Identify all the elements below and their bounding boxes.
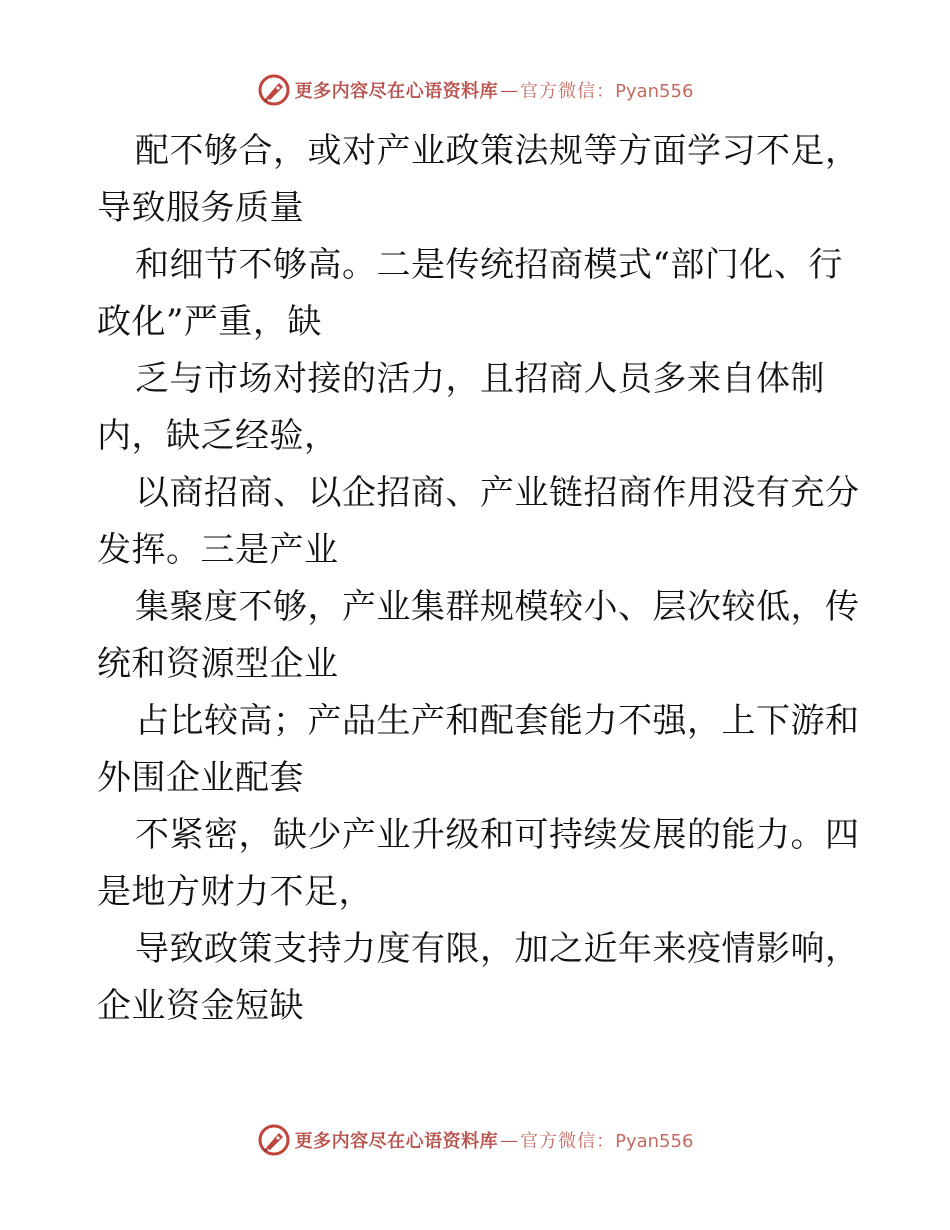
pen-nib-logo-icon [257, 1123, 291, 1157]
document-body [97, 123, 860, 1035]
body-line: 是地方财力不足， [97, 872, 373, 912]
body-line: 占比较高；产品生产和配套能力不强，上下游和 [135, 701, 860, 741]
banner-site-text: 更多内容尽在心语资料库 [294, 81, 499, 102]
body-line: 政化”严重，缺 [97, 302, 322, 342]
body-line: 乏与市场对接的活力，且招商人员多来自体制 [135, 359, 825, 399]
body-line: 企业资金短缺 [97, 986, 304, 1026]
body-line: 内，缺乏经验， [97, 416, 339, 456]
banner-contact-id: Pyan556 [615, 1131, 694, 1152]
body-line: 和细节不够高。二是传统招商模式“部门化、行 [135, 245, 843, 285]
footer-watermark-banner [0, 1120, 950, 1160]
banner-contact [520, 77, 693, 103]
body-line: 导致服务质量 [97, 188, 304, 228]
body-line: 外围企业配套 [97, 758, 304, 798]
pen-nib-logo-icon [257, 73, 291, 107]
body-line: 以商招商、以企招商、产业链招商作用没有充分 [135, 473, 860, 513]
body-line: 导致政策支持力度有限，加之近年来疫情影响， [135, 929, 860, 969]
banner-separator: — [500, 79, 519, 101]
body-line: 发挥。三是产业 [97, 530, 339, 570]
header-watermark-banner [0, 70, 950, 110]
banner-contact-label: 官方微信： [520, 81, 616, 102]
body-line: 集聚度不够，产业集群规模较小、层次较低，传 [135, 587, 860, 627]
banner-separator: — [500, 1129, 519, 1151]
banner-site-text: 更多内容尽在心语资料库 [294, 1131, 499, 1152]
body-line: 不紧密，缺少产业升级和可持续发展的能力。四 [135, 815, 860, 855]
banner-contact-id: Pyan556 [615, 81, 694, 102]
banner-contact [520, 1127, 693, 1153]
body-line: 统和资源型企业 [97, 644, 339, 684]
banner-contact-label: 官方微信： [520, 1131, 616, 1152]
body-line: 配不够合，或对产业政策法规等方面学习不足， [135, 131, 860, 171]
